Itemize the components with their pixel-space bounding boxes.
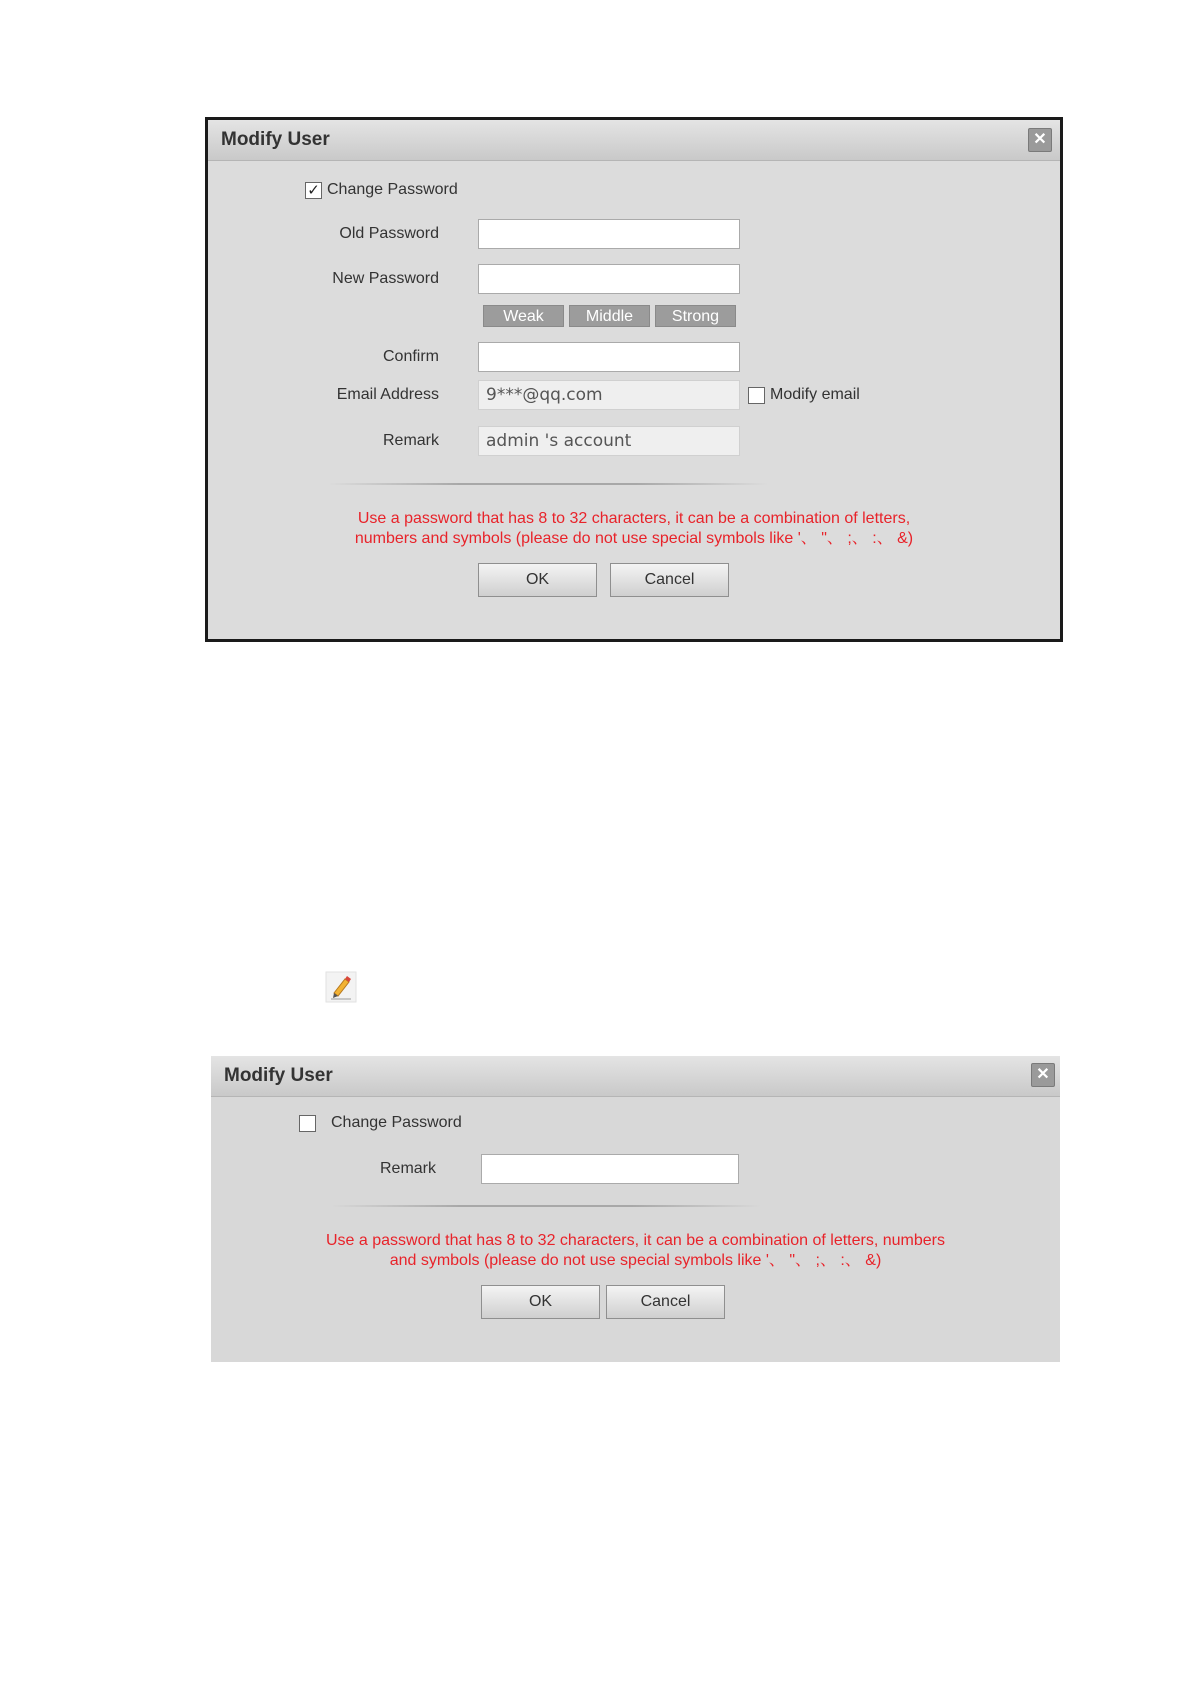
new-password-input[interactable] <box>478 264 740 294</box>
password-hint-line-1: Use a password that has 8 to 32 characters, it can be a combination of letters, numbers <box>326 1232 945 1249</box>
modify-email-label: Modify email <box>770 386 860 403</box>
change-password-checkbox[interactable]: ✓ <box>305 182 322 199</box>
close-icon[interactable]: ✕ <box>1028 128 1052 152</box>
divider <box>331 1205 761 1207</box>
confirm-password-input[interactable] <box>478 342 740 372</box>
cancel-button[interactable]: Cancel <box>610 563 729 597</box>
cancel-button[interactable]: Cancel <box>606 1285 725 1319</box>
strength-strong-indicator: Strong <box>655 305 736 327</box>
ok-button[interactable]: OK <box>478 563 597 597</box>
old-password-input[interactable] <box>478 219 740 249</box>
close-icon[interactable]: ✕ <box>1031 1063 1055 1087</box>
password-hint-line-1: Use a password that has 8 to 32 characters, it can be a combination of letters, <box>357 510 911 527</box>
change-password-checkbox[interactable] <box>299 1115 316 1132</box>
ok-button[interactable]: OK <box>481 1285 600 1319</box>
change-password-label: Change Password <box>331 1114 462 1131</box>
email-input[interactable] <box>478 380 740 410</box>
modify-user-dialog-collapsed <box>211 1056 1060 1362</box>
password-hint-text <box>211 1231 1060 1271</box>
strength-middle-indicator: Middle <box>569 305 650 327</box>
confirm-label: Confirm <box>382 348 439 365</box>
new-password-label: New Password <box>332 270 439 287</box>
password-hint-line-2: and symbols (please do not use special symbols like '、 "、 ;、 :、 &) <box>389 1252 882 1269</box>
password-hint-text <box>208 509 1060 549</box>
remark-input[interactable] <box>478 426 740 456</box>
password-hint-line-2: numbers and symbols (please do not use special symbols like '、 "、 ;、 :、 &) <box>354 530 914 547</box>
dialog-titlebar <box>211 1056 1060 1097</box>
email-label: Email Address <box>336 386 439 403</box>
remark-label: Remark <box>379 1160 436 1177</box>
modify-email-checkbox[interactable] <box>748 387 765 404</box>
remark-label: Remark <box>382 432 439 449</box>
divider <box>328 483 768 485</box>
modify-user-dialog-expanded <box>205 117 1063 642</box>
pencil-edit-icon[interactable] <box>325 971 357 1003</box>
remark-input[interactable] <box>481 1154 739 1184</box>
strength-weak-indicator: Weak <box>483 305 564 327</box>
dialog-titlebar <box>208 120 1060 161</box>
dialog-title: Modify User <box>224 1065 333 1086</box>
dialog-title: Modify User <box>221 129 330 150</box>
old-password-label: Old Password <box>339 225 439 242</box>
change-password-label: Change Password <box>327 181 458 198</box>
